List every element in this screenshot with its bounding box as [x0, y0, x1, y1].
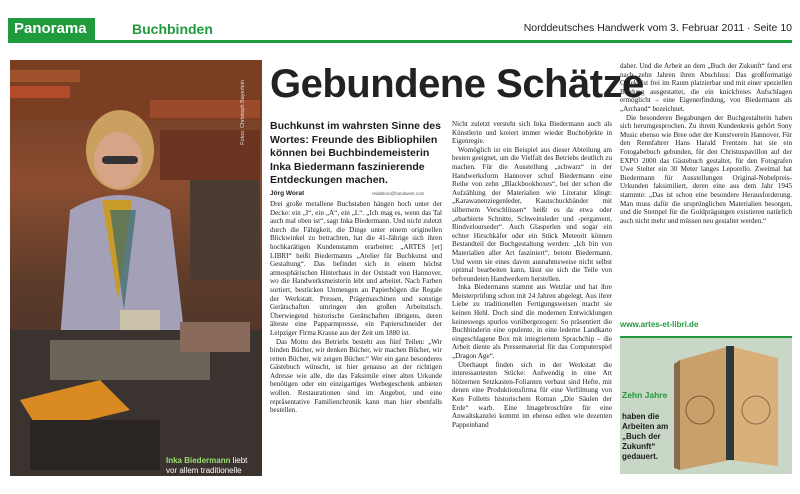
photo-credit: Fotos: Christoph Bayerlein: [240, 80, 246, 145]
text-column-2: [452, 120, 612, 429]
box-text: haben die Arbeiten am „Buch der Zukunft“ gedauert.: [622, 412, 669, 461]
section-label: Buchbinden: [132, 21, 213, 37]
article-title: Gebundene Schätze: [270, 62, 644, 106]
article-lead: Buchkunst im wahrsten Sinne des Wortes: Freunde des Bibliophilen können bei Buchbindemeisterin Inka Biedermann faszinierende Entdeckungen machen.: [270, 120, 441, 186]
paragraph: Nicht zuletzt versteht sich Inka Biedermann auch als Künstlerin und kreiert immer wieder Buchobjekte in Eigenregie.: [452, 120, 612, 146]
paragraph: Womöglich ist ein Beispiel aus dieser Abteilung am besten geeignet, um die Vielfalt des Betriebs deutlich zu machen. Für die Ausstellung „schwarz“ in der Handwerksform Hannover schuf Biedermann eine Reihe von zehn „Blackbookboxes“, bei der schon die Aufzählung der Materialien wie Literatur klingt: „Karawanenziegenleder, Kautschuckbänder mit silbernem Verschlüssen“ heißt es da etwa oder „ebarbierte Schnitte, Schweinsleder und -pergament, Rindvelourseder“. Auch Glasperlen und sogar ein echter Hirschkäfer oder ein Stück Meteorit können Bestandteil der Buchgestaltung werden: „Ich bin von Materialien aller Art fasziniert“, betont Biedermann. Und wenn sie eines davon ausnahmsweise nicht selbst optimal bearbeiten kann, lässt sie sich die Teile von befreundeten Handwerkern herstellen.: [452, 145, 612, 283]
article-photo: [10, 60, 262, 476]
author-email[interactable]: redaktion@handwerk.com: [372, 191, 425, 196]
paragraph: Die besonderen Begabungen der Buchgestalterin haben sich herumgesprochen. Zu ihrem Kundenkreis gehört Sony Music ebenso wie Bree oder der Kunstverein Hannover. Für den Rennfahrer Hans Harald Frentzen hat sie ein Fotogabebuch gebunden, für den Christuspavillon auf der EXPO 2000 das Gästebuch gestaltet, für den Fotografen Uwe Stelter ein 30 Meter langes Leporello. Zweimal hat Biedermann für Ausstellungen Original-Nobelpreis-Urkunden faksimiliert, deren eine aus dem Jahr 1945 stammte: „Das ist schon eine besondere Herausforderung. Man muss dafür die ursprünglichen Materialien besorgen, und die Stempel für die Goldprägungen existieren natürlich auch nicht mehr und müssen neu gestaltet werden.“: [620, 113, 792, 225]
play-arrow-icon: [110, 23, 118, 35]
page-number: Seite 10: [753, 22, 792, 34]
text-column-3: [620, 62, 792, 225]
paragraph: daher. Und die Arbeit an dem „Buch der Zukunft“ fand erst nach zehn Jahren ihren Abschluss: Das großformatige Objekt ist frei im Raum platzierbar und mit einer speziellen Bindung ausgestattet, die ein knickfreies Aufschlagen ermöglicht – eine Eigenerfindung, von Biedermann als „Archand“ bezeichnet.: [620, 62, 792, 113]
paragraph: Das Motto des Betriebs besteht aus fünf Teilen: „Wir binden Bücher, wir denken Bücher, wir machen Bücher, wir retten Bücher, wir zeigen Bücher.“ Wer ein ganz besonderes Gästebuch wünscht, ist hier genauso an der richtigen Adresse wie alle, die das Faksimile einer alten Urkunde benötigen oder ein einzigartiges Werbegeschenk anbieten wollen. Restaurationen sind im Angebot, und eine repräsentative Familienchronik kann man hier ebenfalls bestellen.: [270, 337, 442, 415]
caption-text: liebt vor allem traditionelle Fertigungstechniken.: [166, 456, 248, 485]
publication-date: vom 3. Februar 2011: [647, 22, 745, 34]
box-title: Zehn Jahre: [622, 390, 668, 400]
paragraph: Überhaupt finden sich in der Werkstatt die interessantesten Stücke: Aufwendig in eine Art hölzernen Setzkasten-Folianten verbaut sind Hefte, mit denen eine Produktionsfirma für eine Verfilmung von Ken Folletts historischem Roman „Die Säulen der Erde“ warb. Eine Imagebroschüre für eine Anwaltskanzlei kommt im ebenso edlen wie dezenten Pappeinband: [452, 360, 612, 429]
text-column-1: [270, 200, 442, 415]
header-rule: [8, 40, 792, 43]
photo-caption: [166, 456, 258, 486]
publication-name: Norddeutsches Handwerk: [523, 22, 645, 34]
kicker-label: Panorama: [8, 18, 95, 40]
caption-name: Inka Biedermann: [166, 456, 231, 465]
separator-dot: ·: [747, 22, 751, 34]
paragraph: Inka Biedermann stammt aus Wetzlar und hat ihre Meisterprüfung schon mit 24 Jahren abgelegt. Aus ihrer Liebe zu traditionellen Fertigungsweisen macht sie keinen Hehl. Doch sind die modernen Entwicklungen keineswegs spurlos vorübergezogen: So präsentiert die Buchbinderin eine opulente, in eine lederne Landkarte eingeschlagene Box mit integriertem Sprachchip – die Arbeit diente als Pressematerial für das Computerspiel „Dragon Age“.: [452, 283, 612, 361]
bookbinder-photo-illustration: [10, 60, 262, 476]
paragraph: Drei große metallene Buchstaben hängen hoch unter der Decke: ein „I“, ein „A“, ein „L“. „Ich mag es, wenn das Tal auch mal oben ist“, sagt Inka Biedermann. Und nicht zuletzt durch die Fähigkeit, die Dinge unter einem originellen Blickwinkel zu betrachten, hat die 41-Jährige sich ihren hochkarätigen Kundenstamm erarbeitet: „ARTES [et] LIBRI“ heißt Biedermanns „Atelier für Buchkunst und Gestaltung“. Das befindet sich in einem höchst atmosphärischen Hinterhaus in der Oststadt von Hannover, wo die Handwerksmeisterin lebt und arbeitet. Nach Farben sortiert, bestücken Unmengen an Papierbögen die Regale der Werkstatt. Pressen, Prägemaschinen und sonstige Gerätschaften umringen den großen Arbeitstisch. Überwiegend historische Gerätschaften übrigens, deren älteste eine Papparmpresse, ein Papierschneider der Leipziger Firma Krause aus der Zeit um 1880 ist.: [270, 200, 442, 337]
author-name: Jörg Worat: [270, 190, 305, 197]
website-link[interactable]: www.artes-et-libri.de: [620, 320, 699, 329]
publication-info: [524, 22, 792, 34]
page-header: [8, 18, 792, 44]
